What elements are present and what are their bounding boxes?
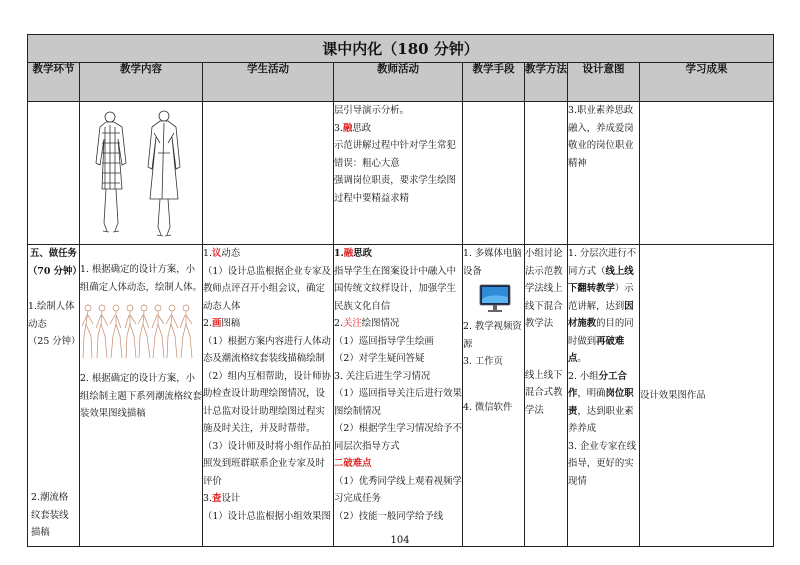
content-para-2: 2. 根据确定的设计方案，小组绘制主题下系列潮流格纹套装效果图线描稿 (80, 373, 202, 419)
student-item-heading (203, 245, 333, 263)
table-title: 课中内化（180 分钟） (28, 35, 774, 63)
design-item-3: 3. 企业专家在线指导，更好的实现情 (568, 440, 637, 487)
method-cell-empty (525, 102, 568, 245)
item-number: 2. (334, 318, 343, 329)
item-heading-text: 思政 (352, 122, 372, 134)
header-row (28, 63, 774, 102)
header-content: 教学内容 (80, 63, 203, 102)
design-emphasis: 因材施教 (568, 300, 634, 329)
student-detail: （1）设计总监根据企业专家及教师点评召开小组会议，确定动态人体 (203, 265, 331, 312)
highlight-keyword: 融 (343, 248, 354, 259)
design-item-1 (568, 245, 639, 368)
header-teacher-activity: 教师活动 (334, 63, 463, 102)
teacher-detail: （1）巡回指导学生绘画 (334, 335, 434, 347)
teacher-activity-cell (334, 102, 463, 245)
student-detail: （2）组内互相帮助，设计师协助检查设计助理绘图情况，设计总监对设计助理绘图过程实施及时关注，并及时帮带。 (203, 370, 331, 434)
outcome-cell: 设计效果图作品 (640, 245, 774, 547)
lesson-plan-table (27, 34, 774, 547)
teacher-item-heading (334, 315, 462, 333)
student-detail: （1）设计总监根据小组效果图 (203, 510, 331, 522)
highlight-keyword: 融 (342, 122, 353, 134)
item-heading-text: 设计 (221, 493, 241, 504)
item-number: 1. (203, 248, 212, 259)
item-number: 3. (203, 493, 212, 504)
outcome-cell-empty (640, 102, 774, 245)
header-method: 教学方法 (525, 63, 568, 102)
item-heading-text: 绘图情况 (361, 318, 400, 329)
design-text: 2. 小组 (568, 370, 599, 382)
table-row (28, 245, 774, 547)
design-text: ，达到职业素养养成 (568, 405, 634, 434)
means-cell-empty (463, 102, 525, 245)
fashion-sketch-illustration (80, 103, 201, 243)
teacher-line: 层引导演示分析。 (334, 105, 410, 116)
teacher-detail: （2）根据学生学习情况给予不同层次指导方式 (334, 423, 462, 452)
teacher-item-heading: 3. 关注后进生学习情况 (334, 370, 431, 382)
teacher-detail: （1）巡回指导关注后进行效果图绘制情况 (334, 388, 462, 417)
method-cell (525, 245, 568, 547)
highlight-keyword: 画 (211, 318, 222, 329)
design-emphasis: 线上线下翻转教学 (568, 265, 634, 294)
design-item-2 (568, 368, 639, 438)
design-text: 1. 分层次进行不同方式（ (568, 248, 637, 277)
teacher-item-heading (334, 245, 462, 263)
fashion-sketch-cell (80, 102, 203, 245)
highlight-keyword: 议 (211, 248, 222, 259)
header-outcome: 学习成果 (640, 63, 774, 102)
teacher-line: 强调岗位职责，要求学生绘图过程中要精益求精 (334, 175, 456, 204)
design-emphasis: 再破难点 (568, 335, 625, 364)
highlight-keyword: 关注 (342, 318, 362, 329)
sub-stage-2: 2.潮流格纹套装线描稿 (31, 492, 69, 538)
stage-duration: （70 分钟） (28, 265, 82, 277)
student-activity-cell-empty (203, 102, 334, 245)
table-row (28, 102, 774, 245)
design-text: 的目的同时做到 (568, 318, 634, 347)
teacher-detail: （2）技能一般同学给予线 (334, 510, 444, 522)
content-cell (80, 245, 203, 547)
teacher-line: 示范讲解过程中针对学生常犯错误：粗心大意 (334, 140, 456, 169)
teacher-detail: （1）优秀同学线上观看视频学习完成任务 (334, 475, 462, 504)
stage-title: 五、做任务 (30, 248, 77, 259)
means-cell (463, 245, 525, 547)
stage-cell-empty (28, 102, 80, 245)
stage-cell (28, 245, 80, 547)
item-number: 2. (203, 318, 212, 329)
teacher-detail: 指导学生在图案设计中融入中国传统文纹样设计，加强学生民族文化自信 (334, 265, 456, 312)
student-detail: （1）根据方案内容进行人体动态及潮流格纹套装线描稿绘制 (203, 335, 331, 364)
method-text: 小组讨论法示范教学法线上线下混合教学法 (525, 248, 563, 329)
design-intent-cell (568, 245, 640, 547)
item-heading-text: 图稿 (221, 318, 241, 329)
student-detail: （3）设计师及时将小组作品拍照发到班群联系企业专家及时评价 (203, 440, 331, 487)
pose-sketch-illustration (80, 302, 197, 362)
design-text: ）示范讲解，达到 (568, 283, 634, 312)
sub-stage-1: 1.绘制人体动态 (28, 301, 75, 330)
item-heading-text: 动态 (221, 248, 241, 259)
sub-stage-1-time: （25 分钟） (28, 336, 81, 347)
teacher-item-heading (334, 120, 462, 138)
header-stage: 教学环节 (28, 63, 80, 102)
content-para-1: 1. 根据确定的设计方案，小组确定人体动态，绘制人体。 (80, 264, 202, 293)
student-activity-cell (203, 245, 334, 547)
design-emphasis: 分工合作 (568, 370, 627, 399)
design-intent-cell: 3.职业素养思政融入，养成爱岗敬业的岗位职业精神 (568, 102, 640, 245)
highlight-heading: 二破难点 (334, 458, 372, 469)
header-design-intent: 设计意图 (568, 63, 640, 102)
means-item: 3. 工作页 (463, 356, 504, 367)
method-text: 线上线下混合式教学法 (525, 369, 563, 416)
item-heading-text: 思政 (353, 248, 372, 259)
header-student-activity: 学生活动 (203, 63, 334, 102)
teacher-activity-cell (334, 245, 463, 547)
item-number: 1. (334, 248, 344, 259)
highlight-keyword: 查 (211, 493, 222, 504)
header-means: 教学手段 (463, 63, 525, 102)
student-item-heading (203, 315, 333, 333)
design-emphasis: 岗位职责 (568, 388, 634, 417)
monitor-icon (479, 284, 511, 314)
item-number: 3. (334, 122, 343, 134)
design-text: 。 (577, 353, 587, 364)
design-text: ，明确 (577, 388, 606, 399)
means-item: 4. 微信软件 (463, 401, 513, 413)
student-item-heading (203, 490, 333, 508)
teacher-detail: （2）对学生疑问答疑 (334, 353, 425, 364)
page-number: 104 (390, 535, 410, 546)
means-item: 1. 多媒体电脑设备 (463, 248, 522, 277)
means-item: 2. 教学视频资源 (463, 321, 522, 350)
